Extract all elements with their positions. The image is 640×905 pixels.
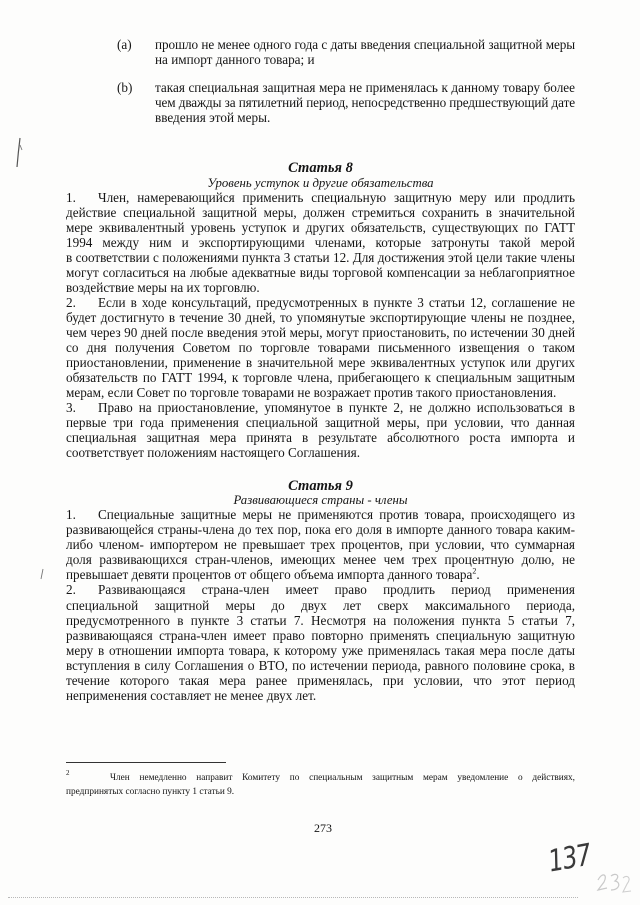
a9p1-line-3: либо членом- импортером не превышает трех процентов, при условии, что суммарная [66, 537, 575, 553]
article-8-paragraph-2 [66, 295, 575, 400]
a8p2-line-7: мерам, если Совет по торговле товарами не возражает против такого приостановления. [66, 385, 557, 400]
a8p2-line-3: чем через 90 дней после введения этой меры, могут приостановить, по истечении 30 дней [66, 325, 575, 340]
a9p1-line-2: развивающейся страны-члена до тех пор, пока его доля в импорте данного товара каким- [66, 522, 575, 538]
article-9-body [66, 507, 575, 703]
a8p2-line-2: будет достигнуто в течение 30 дней, то упомянутые экспортирующие члены не позднее, [66, 310, 575, 325]
a9p2-line-1-text: Развивающаяся страна-член имеет право продлить период применения [98, 582, 575, 598]
article-8-paragraph-1 [66, 190, 575, 295]
faint-handwritten-mark [594, 866, 634, 900]
footnote-line-2: предпринятых согласно пункту 1 статьи 9. [66, 787, 235, 797]
scan-edge-dotted-line [8, 897, 578, 898]
a9p2-line-6: вступления в силу Соглашения о ВТО, по истечении периода, равного половине срока, в [66, 657, 575, 673]
item-b-label: (b) [117, 80, 133, 95]
a8p1-line-1 [66, 190, 575, 205]
a9p1-line-5-end: . [476, 567, 480, 583]
a9p2-line-4: развивающаяся страна-член имеет право повторно применять специальную защитную [66, 627, 575, 643]
a8p1-line-1-text: Член, намеревающийся применить специальную защитную меру или продлить [98, 190, 575, 205]
paragraph-number: 2. [66, 295, 76, 310]
item-b-line-2: чем дважды за пятилетний период, непосредственно предшествующий дате [155, 95, 575, 110]
list-item-b [117, 80, 575, 125]
paragraph-number: 1. [66, 507, 76, 522]
a9p2-line-1 [66, 582, 575, 597]
handwritten-page-annotation: 137 [545, 837, 594, 880]
a8p2-line-5: приостановлении, применение в значительной мере эквивалентных уступок или других [66, 355, 575, 370]
a9p2-line-8: неприменения составляет не менее двух лет. [66, 688, 317, 704]
a9p2-line-5: меру в отношении импорта товара, к которому уже применялась такая мера после даты [66, 642, 575, 658]
a9p1-line-1 [66, 507, 575, 522]
a8p1-line-4: 1994 между ним и экспортирующими членами, которые затронуты такой мерой [66, 235, 575, 250]
a8p2-line-6: обязательств по ГАТТ 1994, к торговле члена, прибегающего к специальным защитным [66, 370, 575, 385]
a9p2-line-2: специальной защитной меры до двух лет сверх максимального периода, [66, 597, 575, 613]
article-9-subtitle: Развивающиеся страны - члены [233, 493, 408, 507]
a9p1-line-1-text: Специальные защитные меры не применяются против товара, происходящего из [98, 507, 575, 522]
footnote-reference: 2 [472, 566, 477, 576]
a8p3-line-1-text: Право на приостановление, упомянутое в пункте 2, не должно использоваться в [98, 400, 575, 415]
article-9-title: Статья 9 [288, 478, 353, 494]
a8p1-line-3: мере эквивалентный уровень уступок и других обязательств, существующих по ГАТТ [66, 220, 575, 235]
footnote-line-1-text: Член немедленно направит Комитету по специальным защитным мерам уведомление о действиях, [110, 773, 575, 783]
article-9-paragraph-1 [66, 507, 575, 582]
a8p3-line-4: соответствует положениям настоящего Соглашения. [66, 445, 361, 460]
a8p1-line-6: могут согласиться на любые адекватные виды торговой компенсации за неблагоприятное [66, 265, 575, 280]
item-a-label: (a) [117, 37, 132, 52]
a9p1-line-4: доля развивающихся стран-членов, имеющих менее чем трех процентную долю, не [66, 552, 575, 568]
a8p3-line-1 [66, 400, 575, 415]
item-a-line-1: прошло не менее одного года с даты введения специальной защитной меры [155, 37, 575, 52]
a9p1-line-5 [66, 567, 575, 582]
page-number: 273 [314, 821, 332, 835]
margin-pen-stroke [12, 136, 28, 170]
footnote-separator [66, 762, 226, 763]
item-b-line-3: введения этой меры. [155, 110, 271, 125]
footnote-line-1 [66, 771, 575, 785]
item-b-line-1: такая специальная защитная мера не применялась к данному товару более [155, 80, 575, 95]
a9p2-line-3: предусмотренного в пункте 3 статьи 7. Несмотря на положения пункта 5 статьи 7, [66, 612, 575, 628]
item-a-line-2: на импорт данного товара; и [155, 52, 315, 67]
a8p1-line-7: воздействие меры на их торговлю. [66, 280, 260, 295]
article-8-body [66, 190, 575, 460]
list-item-a [117, 37, 575, 67]
footnote [66, 771, 575, 799]
item-b-text [155, 80, 575, 125]
article-8-subtitle: Уровень уступок и другие обязательства [207, 176, 434, 190]
a8p2-line-1 [66, 295, 575, 310]
a8p3-line-2: первые три года применения специальной защитной меры, при условии, что данная [66, 415, 575, 430]
a8p2-line-4: со дня получения Советом по торговле товарами письменного извещения о таком [66, 340, 575, 355]
article-9-paragraph-2 [66, 582, 575, 703]
a9p1-line-5-text: превышает девяти процентов от общего объема импорта данного товара [66, 567, 473, 583]
paragraph-number: 3. [66, 400, 76, 415]
margin-tick-mark [38, 568, 46, 580]
footnote-marker: 2 [66, 769, 70, 777]
article-8-title: Статья 8 [288, 160, 353, 176]
a9p2-line-7: течение которого такая мера ранее применялась, при условии, что этот период [66, 673, 575, 689]
article-8-paragraph-3 [66, 400, 575, 460]
a8p1-line-5: в соответствии с положениями пункта 3 статьи 12. Для достижения этой цели такие члены [66, 250, 575, 265]
item-a-text [155, 37, 575, 67]
paragraph-number: 2. [66, 582, 76, 598]
paragraph-number: 1. [66, 190, 76, 205]
a8p3-line-3: специальная защитная мера принята в результате абсолютного роста импорта и [66, 430, 575, 445]
a8p2-line-1-text: Если в ходе консультаций, предусмотренных в пункте 3 статьи 12, соглашение не [98, 295, 575, 310]
a8p1-line-2: действие специальной защитной меры, должен стремиться сохранить в значительной [66, 205, 575, 220]
